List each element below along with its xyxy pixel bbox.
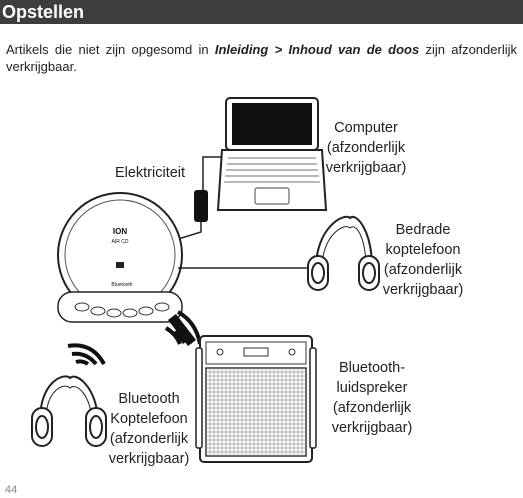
bluetooth-signal-icon-3 [68, 345, 104, 364]
player-bluetooth-badge: Bluetooth [111, 282, 133, 288]
bluetooth-headphones-illustration [32, 376, 106, 446]
page-number: 44 [5, 484, 18, 496]
page-title: Opstellen [2, 2, 85, 22]
label-bedrade-koptelefoon: Bedrade koptelefoon (afzonderlijk verkrijgbaar) [382, 222, 464, 298]
intro-text-before: Artikels die niet zijn opgesomd in [6, 42, 215, 57]
intro-emphasis: Inleiding > Inhoud van de doos [214, 42, 420, 57]
label-computer: Computer (afzonderlijk verkrijgbaar) [325, 120, 407, 176]
intro-text-after: zijn afzonderlijk verkrijgbaar. [6, 42, 517, 74]
cd-player-illustration [58, 193, 182, 322]
player-brand: ION [112, 227, 128, 236]
label-elektriciteit: Elektriciteit [114, 165, 186, 181]
bluetooth-speaker-illustration [196, 336, 316, 462]
wired-headphones-illustration [308, 217, 379, 290]
laptop-illustration [218, 98, 326, 210]
label-bluetooth-luidspreker: Bluetooth- luidspreker (afzonderlijk verkrijgbaar) [331, 360, 413, 436]
label-bluetooth-koptelefoon: Bluetooth Koptelefoon (afzonderlijk verkrijgbaar) [108, 391, 190, 467]
player-model: AIR CD [111, 239, 129, 245]
